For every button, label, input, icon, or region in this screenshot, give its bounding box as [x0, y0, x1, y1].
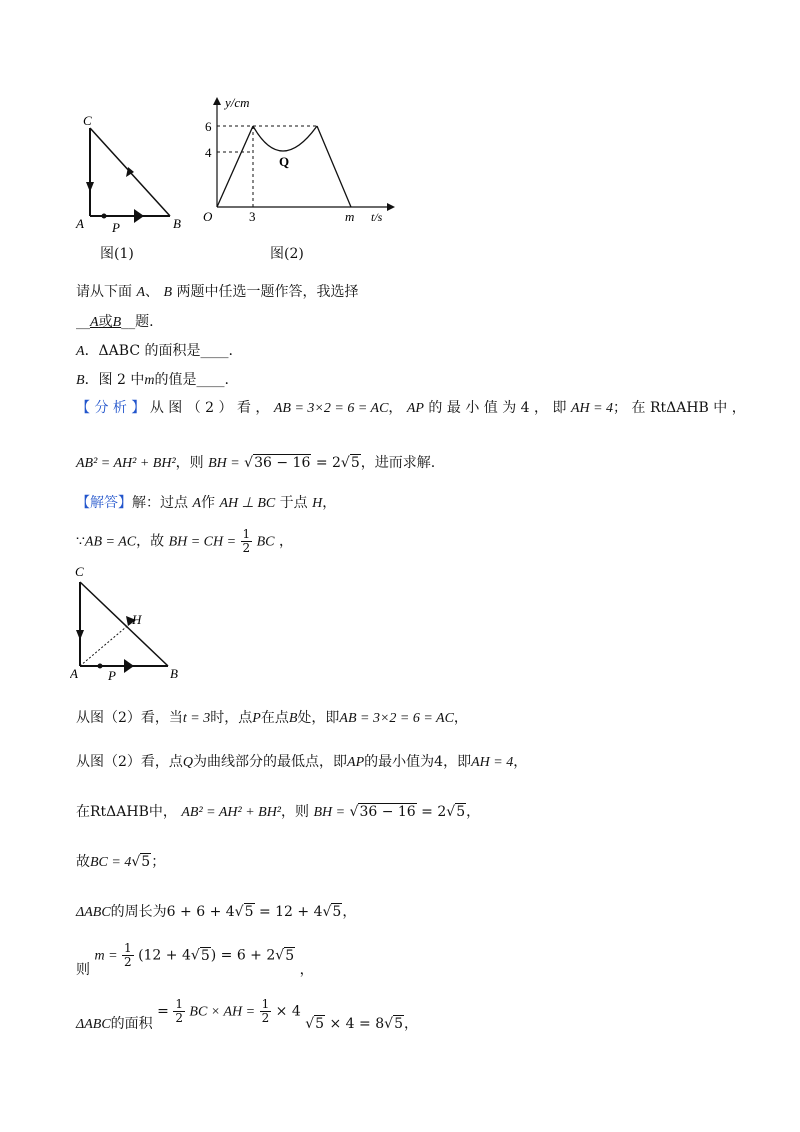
tick-y-6: 6 — [205, 119, 212, 134]
solution-line-8: 则 m = $\frac{1}{2}$ (12 + 4√5) = 6 + 2√5 ， — [76, 941, 314, 978]
analysis-tag: 【 分 析 】 — [76, 400, 146, 416]
label-a: A — [70, 666, 78, 681]
label-a: A — [76, 216, 84, 231]
choice-line: __A或B__题. — [76, 314, 154, 330]
figure-2-caption: 图(2) — [270, 246, 304, 262]
figure-2-graph — [195, 95, 395, 230]
solution-line-2: ∵AB = AC，故 BH = CH = $\frac{1}{2}$ BC ， — [76, 527, 293, 555]
tick-x-m: m — [345, 209, 355, 224]
x-axis-label: t/s — [371, 210, 383, 224]
label-q: Q — [279, 154, 290, 169]
figure-1-triangle — [70, 110, 190, 235]
solution-tag: 【解答】 — [76, 495, 132, 511]
solution-line-6: 故BC = 4√5； — [76, 854, 166, 870]
arrow-down-icon — [86, 182, 94, 192]
figure-1-caption: 图(1) — [100, 246, 134, 262]
solution-line-3: 从图（2）看，当t = 3时，点P在点B处，即AB = 3×2 = 6 = AC， — [76, 710, 468, 726]
figure-3-triangle — [70, 562, 190, 687]
solution-line-9: ΔABC的面积 = $\frac{1}{2}$ BC × AH = $\frac{1}{2}$ × 4 √5 × 4 = 8√5， — [76, 997, 418, 1032]
question-b: B．图 2 中m的值是____. — [76, 372, 229, 388]
solution-line-5: 在RtΔAHB中， AB² = AH² + BH²，则 BH = √36 − 16 = 2√5， — [76, 804, 481, 820]
tick-y-4: 4 — [205, 145, 212, 160]
tick-x-3: 3 — [249, 209, 256, 224]
y-axis-label: y/cm — [225, 95, 250, 110]
analysis-line-2: AB² = AH² + BH²，则 BH = √36 − 16 = 2√5，进而求解. — [76, 455, 436, 471]
label-c: C — [83, 113, 92, 128]
analysis-line-1: 【 分 析 】 从 图 （ 2 ） 看 ， AB = 3×2 = 6 = AC， AP 的 最 小 值 为 4 ， 即 AH = 4； 在 RtΔAHB 中 ， — [76, 400, 746, 416]
solution-line-7: ΔABC的周长为6 + 6 + 4√5 = 12 + 4√5， — [76, 904, 357, 920]
solution-line-1: 【解答】解：过点 A作 AH ⊥ BC 于点 H， — [76, 495, 337, 511]
origin-label: O — [203, 209, 213, 224]
label-b: B — [170, 666, 178, 681]
solution-line-4: 从图（2）看，点Q为曲线部分的最低点，即AP的最小值为4，即AH = 4， — [76, 754, 528, 770]
label-b: B — [173, 216, 181, 231]
label-p: P — [112, 220, 120, 235]
point-p — [102, 214, 107, 219]
arrow-down-icon — [76, 630, 84, 640]
point-p — [98, 664, 103, 669]
label-h: H — [132, 612, 142, 627]
arrow-right-icon — [124, 659, 134, 673]
question-a: A．ΔABC 的面积是____. — [76, 343, 233, 359]
instruction-line: 请从下面 A、 B 两题中任选一题作答，我选择 — [76, 284, 359, 300]
x-axis-arrow-icon — [387, 203, 395, 211]
y-axis-arrow-icon — [213, 97, 221, 105]
arrow-right-icon — [134, 209, 144, 223]
label-c: C — [75, 564, 84, 579]
label-p: P — [108, 668, 116, 683]
